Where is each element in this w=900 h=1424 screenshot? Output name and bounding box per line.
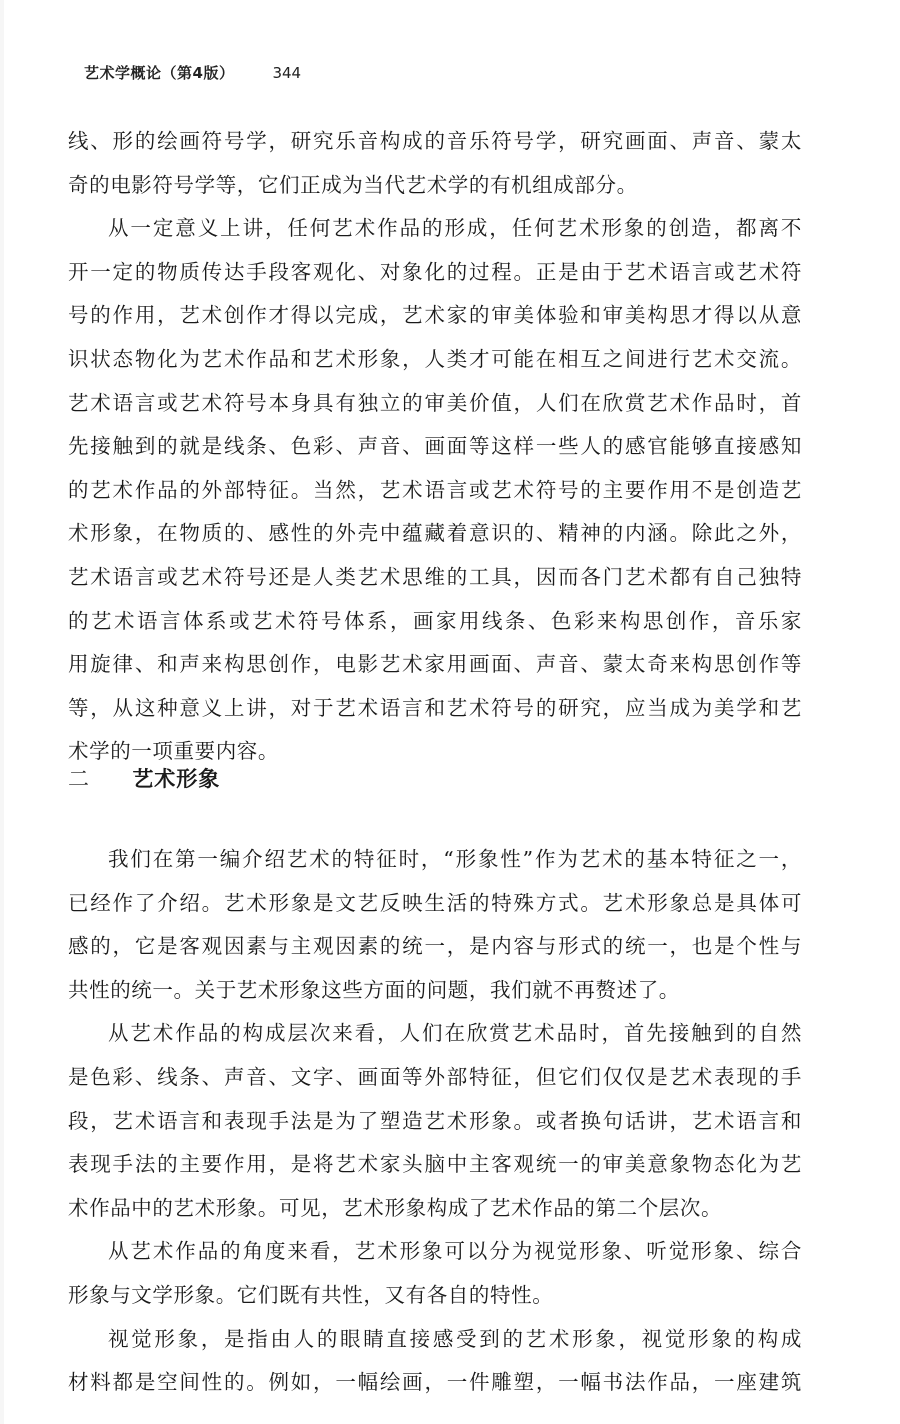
text-line: 奇的电影符号学等，它们正成为当代艺术学的有机组成部分。 — [68, 172, 638, 197]
section-title: 艺术形象 — [132, 767, 221, 791]
page-number: 344 — [272, 64, 302, 82]
section-heading — [68, 763, 220, 793]
text-line: 号的作用，艺术创作才得以完成，艺术家的审美体验和审美构思才得以从意 — [68, 303, 802, 328]
text-line: 开一定的物质传达手段客观化、对象化的过程。正是由于艺术语言或艺术符 — [68, 259, 802, 284]
running-header — [84, 62, 301, 83]
text-line: 等，从这种意义上讲，对于艺术语言和艺术符号的研究，应当成为美学和艺 — [68, 695, 802, 720]
text-line: 从一定意义上讲，任何艺术作品的形成，任何艺术形象的创造，都离不 — [108, 216, 802, 241]
text-line: 先接触到的就是线条、色彩、声音、画面等这样一些人的感官能够直接感知 — [68, 434, 802, 459]
body-text-block-2 — [68, 838, 802, 1405]
text-line: 我们在第一编介绍艺术的特征时，“形象性”作为艺术的基本特征之一， — [108, 847, 802, 871]
text-line: 从艺术作品的角度来看，艺术形象可以分为视觉形象、听觉形象、综合 — [108, 1239, 802, 1264]
text-line: 用旋律、和声来构思创作，电影艺术家用画面、声音、蒙太奇来构思创作等 — [68, 652, 802, 677]
page-edge — [0, 0, 4, 1424]
text-line: 艺术语言或艺术符号本身具有独立的审美价值，人们在欣赏艺术作品时，首 — [68, 390, 802, 415]
text-line: 线、形的绘画符号学，研究乐音构成的音乐符号学，研究画面、声音、蒙太 — [68, 129, 802, 153]
text-line: 表现手法的主要作用，是将艺术家头脑中主客观统一的审美意象物态化为艺 — [68, 1152, 802, 1177]
text-line: 艺术语言或艺术符号还是人类艺术思维的工具，因而各门艺术都有自己独特 — [68, 564, 802, 589]
body-text-block-1 — [68, 120, 802, 774]
text-line: 材料都是空间性的。例如，一幅绘画，一件雕塑，一幅书法作品，一座建筑 — [68, 1370, 802, 1395]
text-line: 形象与文学形象。它们既有共性，又有各自的特性。 — [68, 1282, 554, 1307]
text-line: 共性的统一。关于艺术形象这些方面的问题，我们就不再赘述了。 — [68, 977, 680, 1002]
text-line: 识状态物化为艺术作品和艺术形象，人类才可能在相互之间进行艺术交流。 — [68, 346, 802, 371]
text-line: 术作品中的艺术形象。可见，艺术形象构成了艺术作品的第二个层次。 — [68, 1195, 723, 1220]
section-number: 二 — [68, 767, 90, 791]
book-title: 艺术学概论（第4版） — [84, 64, 235, 82]
text-line: 从艺术作品的构成层次来看，人们在欣赏艺术品时，首先接触到的自然 — [108, 1021, 802, 1046]
text-line: 术形象，在物质的、感性的外壳中蕴藏着意识的、精神的内涵。除此之外， — [68, 521, 802, 546]
text-line: 段，艺术语言和表现手法是为了塑造艺术形象。或者换句话讲，艺术语言和 — [68, 1108, 802, 1133]
text-line: 术学的一项重要内容。 — [68, 739, 279, 764]
text-line: 的艺术作品的外部特征。当然，艺术语言或艺术符号的主要作用不是创造艺 — [68, 477, 802, 502]
text-line: 是色彩、线条、声音、文字、画面等外部特征，但它们仅仅是艺术表现的手 — [68, 1064, 802, 1089]
text-line: 视觉形象，是指由人的眼睛直接感受到的艺术形象，视觉形象的构成 — [108, 1326, 802, 1351]
text-line: 感的，它是客观因素与主观因素的统一，是内容与形式的统一，也是个性与 — [68, 934, 802, 959]
text-line: 的艺术语言体系或艺术符号体系，画家用线条、色彩来构思创作，音乐家 — [68, 608, 802, 633]
text-line: 已经作了介绍。艺术形象是文艺反映生活的特殊方式。艺术形象总是具体可 — [68, 890, 802, 915]
